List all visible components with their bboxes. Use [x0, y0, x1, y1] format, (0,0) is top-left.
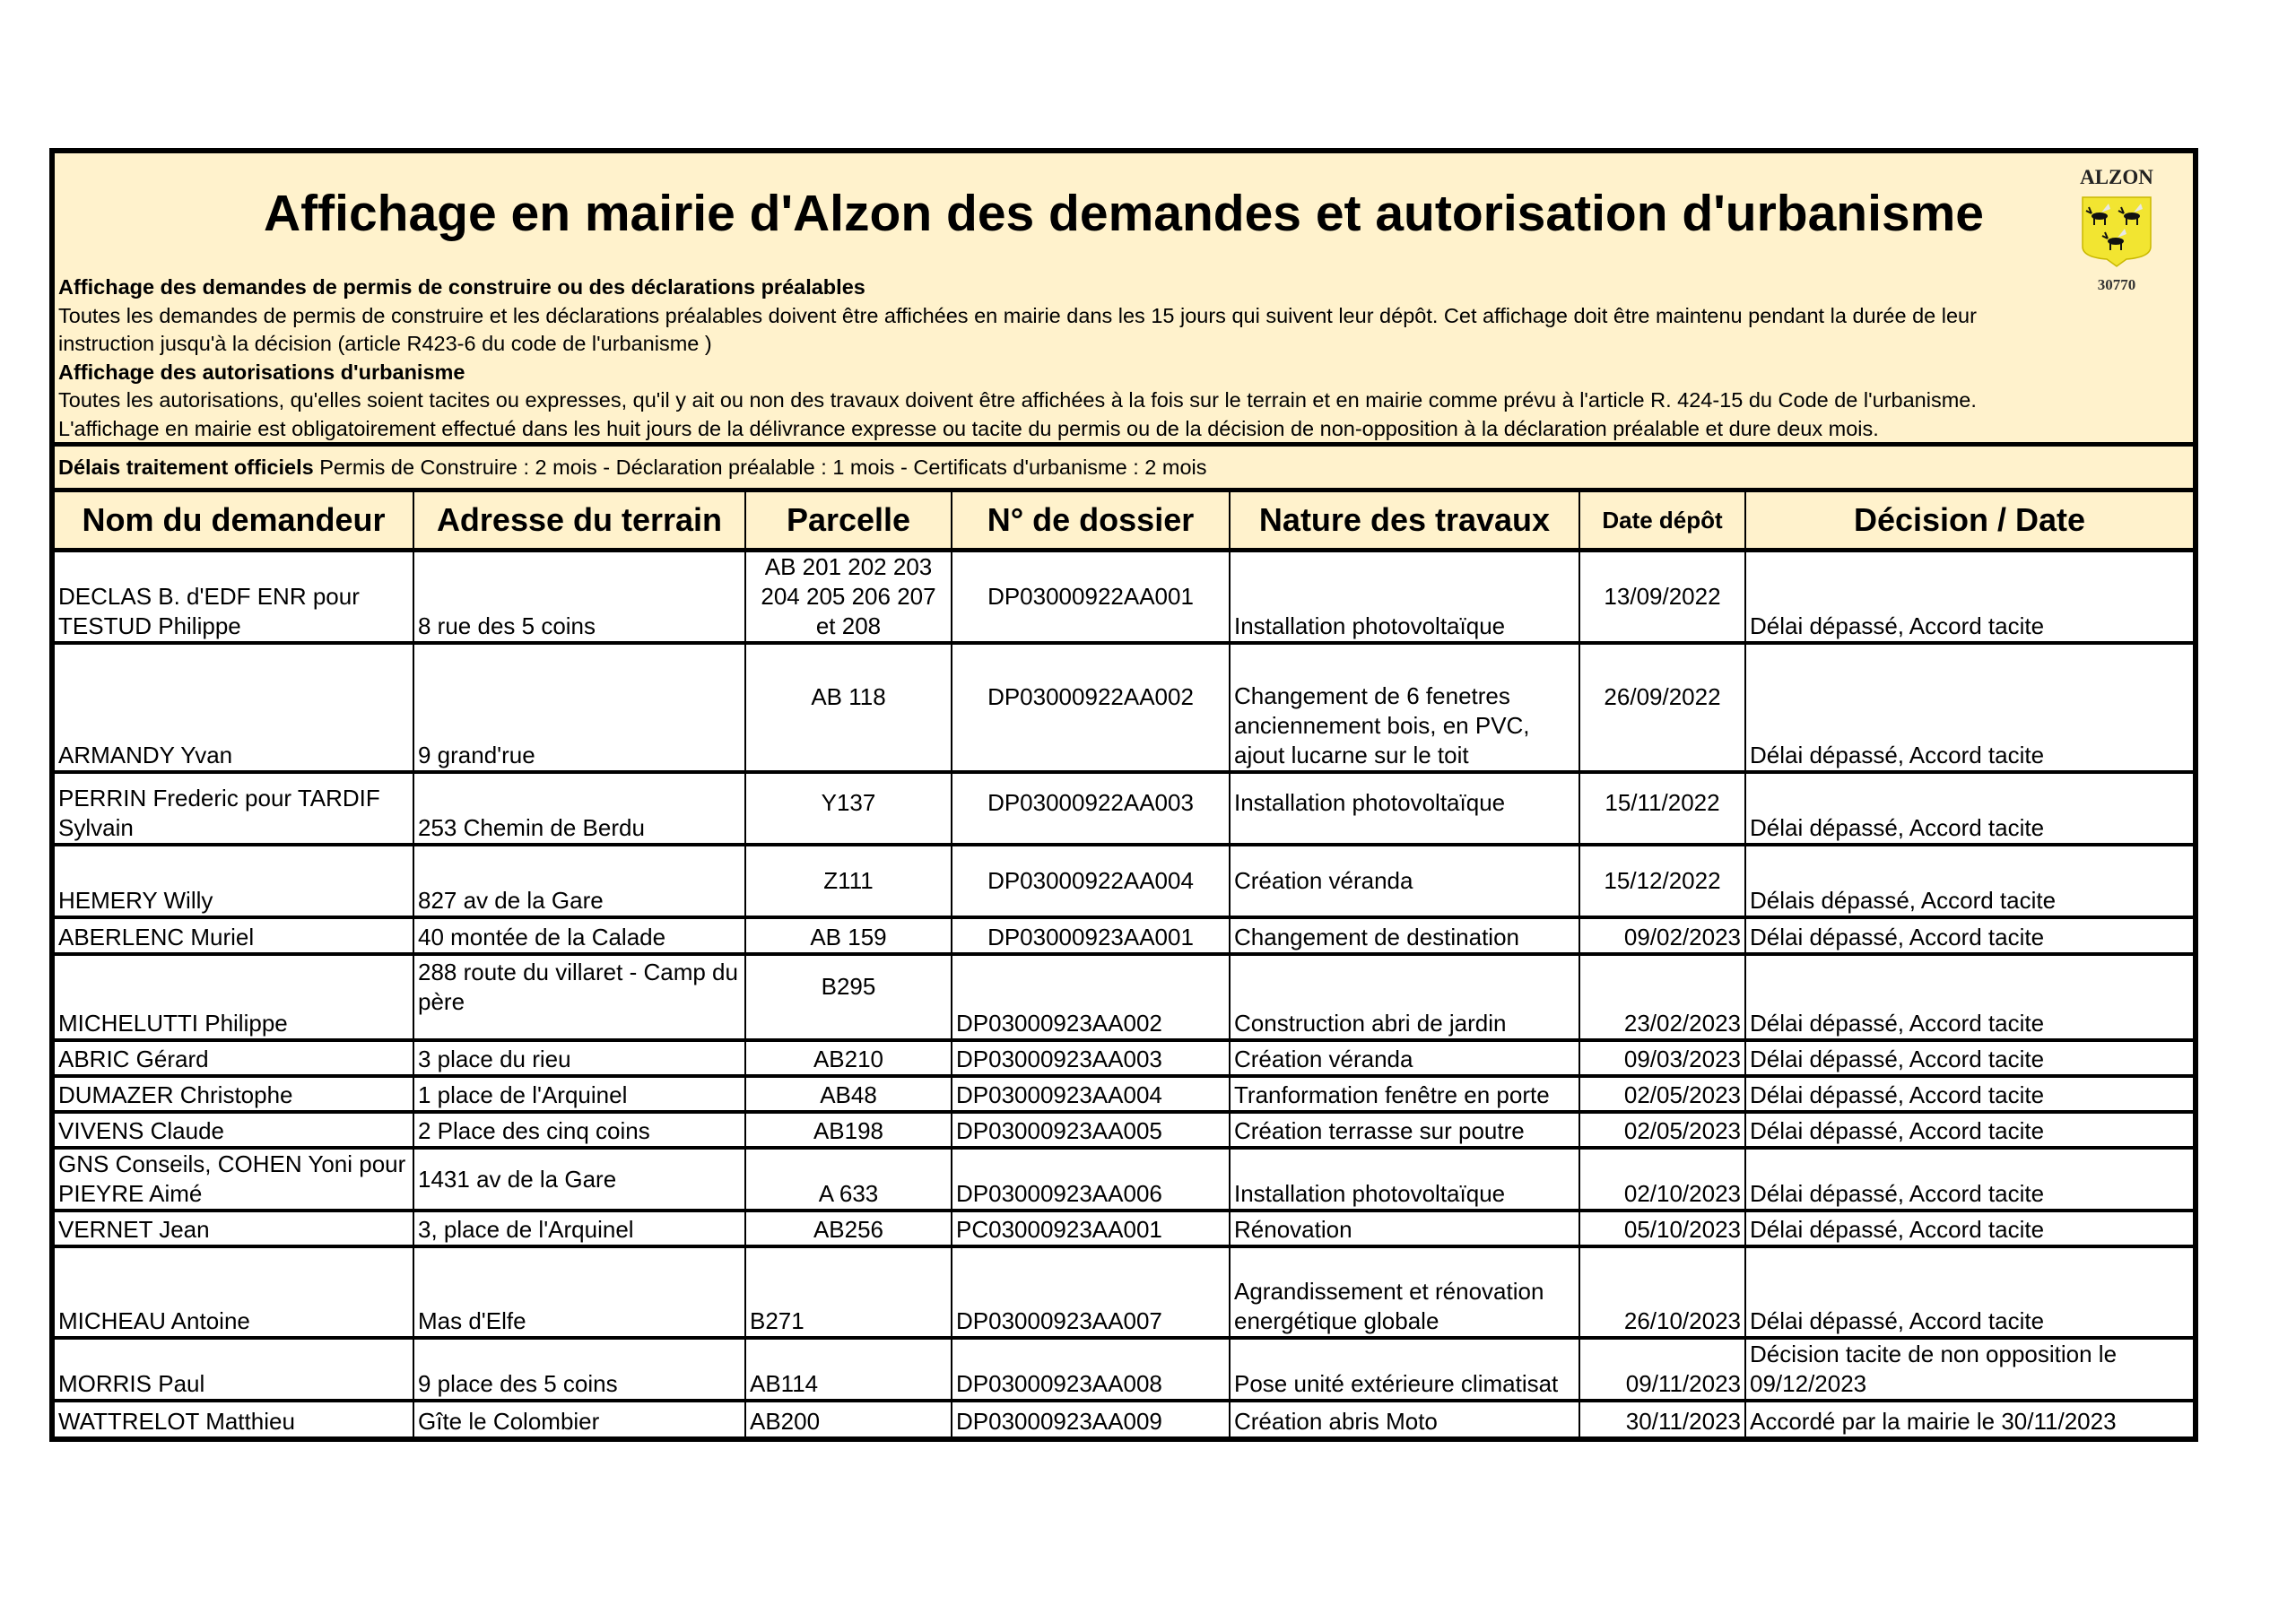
- cell-decision: Délais dépassé, Accord tacite: [1745, 845, 2193, 917]
- table-row: [55, 551, 2193, 644]
- cell-file-number: DP03000923AA003: [952, 1040, 1230, 1076]
- cell-file-number: DP03000922AA002: [952, 643, 1230, 772]
- cell-name: MICHELUTTI Philippe: [55, 954, 413, 1040]
- cell-address: 288 route du villaret - Camp du père: [413, 954, 745, 1040]
- cell-date: 02/05/2023: [1579, 1076, 1745, 1112]
- notice-header: [55, 153, 2193, 447]
- cell-parcel: AB 118: [745, 643, 952, 772]
- cell-date: 26/09/2022: [1579, 643, 1745, 772]
- cell-works: Création terrasse sur poutre: [1230, 1112, 1579, 1148]
- applications-table: [55, 492, 2193, 1436]
- cell-file-number: PC03000923AA001: [952, 1211, 1230, 1246]
- table-row: [55, 1211, 2193, 1246]
- cell-date: 09/02/2023: [1579, 917, 1745, 954]
- cell-name: DECLAS B. d'EDF ENR pour TESTUD Philippe: [55, 551, 413, 644]
- section-heading-demandes: Affichage des demandes de permis de construire ou des déclarations préalables: [58, 275, 865, 299]
- cell-name: DUMAZER Christophe: [55, 1076, 413, 1112]
- cell-works: Changement de destination: [1230, 917, 1579, 954]
- cell-parcel: Z111: [745, 845, 952, 917]
- table-row: [55, 917, 2193, 954]
- cell-address: 9 grand'rue: [413, 643, 745, 772]
- cell-address: 3 place du rieu: [413, 1040, 745, 1076]
- cell-date: 26/10/2023: [1579, 1246, 1745, 1338]
- cell-name: VERNET Jean: [55, 1211, 413, 1246]
- cell-name: GNS Conseils, COHEN Yoni pour PIEYRE Aimé: [55, 1148, 413, 1211]
- cell-decision: Délai dépassé, Accord tacite: [1745, 1112, 2193, 1148]
- cell-address: 40 montée de la Calade: [413, 917, 745, 954]
- cell-date: 09/03/2023: [1579, 1040, 1745, 1076]
- coat-of-arms-icon: [2080, 195, 2153, 268]
- cell-name: ABRIC Gérard: [55, 1040, 413, 1076]
- cell-decision: Délai dépassé, Accord tacite: [1745, 1040, 2193, 1076]
- cell-works: Construction abri de jardin: [1230, 954, 1579, 1040]
- column-header-parcel: Parcelle: [745, 492, 952, 551]
- cell-name: ARMANDY Yvan: [55, 643, 413, 772]
- table-row: [55, 954, 2193, 1040]
- cell-address: 827 av de la Gare: [413, 845, 745, 917]
- cell-date: 09/11/2023: [1579, 1338, 1745, 1401]
- table-row: [55, 1246, 2193, 1338]
- cell-file-number: DP03000923AA006: [952, 1148, 1230, 1211]
- cell-file-number: DP03000923AA007: [952, 1246, 1230, 1338]
- cell-parcel: AB48: [745, 1076, 952, 1112]
- table-row: [55, 845, 2193, 917]
- cell-file-number: DP03000923AA009: [952, 1401, 1230, 1436]
- cell-name: HEMERY Willy: [55, 845, 413, 917]
- cell-name: VIVENS Claude: [55, 1112, 413, 1148]
- cell-decision: Délai dépassé, Accord tacite: [1745, 1246, 2193, 1338]
- cell-works: Tranformation fenêtre en porte: [1230, 1076, 1579, 1112]
- cell-date: 02/10/2023: [1579, 1148, 1745, 1211]
- cell-parcel: AB198: [745, 1112, 952, 1148]
- table-header-row: [55, 492, 2193, 551]
- cell-name: PERRIN Frederic pour TARDIF Sylvain: [55, 772, 413, 845]
- cell-decision: Délai dépassé, Accord tacite: [1745, 551, 2193, 644]
- cell-parcel: B271: [745, 1246, 952, 1338]
- cell-works: Installation photovoltaïque: [1230, 1148, 1579, 1211]
- section-heading-autorisations: Affichage des autorisations d'urbanisme: [58, 360, 465, 384]
- cell-decision: Délai dépassé, Accord tacite: [1745, 1211, 2193, 1246]
- cell-works: Changement de 6 fenetres anciennement bois, en PVC, ajout lucarne sur le toit: [1230, 643, 1579, 772]
- cell-address: Gîte le Colombier: [413, 1401, 745, 1436]
- cell-date: 02/05/2023: [1579, 1112, 1745, 1148]
- section-text-autorisations-line2: L'affichage en mairie est obligatoirement effectué dans les huit jours de la délivrance expresse ou tacite du permis ou de la décision de non-opposition à la déclaration préalable et dure deux mois.: [58, 416, 1879, 440]
- cell-decision: Délai dépassé, Accord tacite: [1745, 772, 2193, 845]
- cell-decision: Décision tacite de non opposition le 09/12/2023: [1745, 1338, 2193, 1401]
- section-text-autorisations-line1: Toutes les autorisations, qu'elles soient tacites ou expresses, qu'il y ait ou non des travaux doivent être affichées à la fois sur le terrain et en mairie comme prévu à l'article R. 424-15 du Code de l'urbanisme.: [58, 388, 1977, 412]
- cell-decision: Délai dépassé, Accord tacite: [1745, 1076, 2193, 1112]
- cell-address: 1 place de l'Arquinel: [413, 1076, 745, 1112]
- cell-date: 05/10/2023: [1579, 1211, 1745, 1246]
- cell-parcel: AB256: [745, 1211, 952, 1246]
- cell-file-number: DP03000922AA004: [952, 845, 1230, 917]
- cell-parcel: A 633: [745, 1148, 952, 1211]
- cell-address: 1431 av de la Gare: [413, 1148, 745, 1211]
- cell-date: 15/12/2022: [1579, 845, 1745, 917]
- cell-parcel: AB 201 202 203 204 205 206 207 et 208: [745, 551, 952, 644]
- cell-address: 3, place de l'Arquinel: [413, 1211, 745, 1246]
- processing-delays: [55, 447, 2193, 492]
- cell-address: 253 Chemin de Berdu: [413, 772, 745, 845]
- section-text-demandes-line1: Toutes les demandes de permis de construire et les déclarations préalables doivent être affichées en mairie dans les 15 jours qui suivent leur dépôt. Cet affichage doit être maintenu pendant la durée de leur: [58, 303, 1977, 327]
- cell-parcel: Y137: [745, 772, 952, 845]
- table-row: [55, 1076, 2193, 1112]
- delays-label: Délais traitement officiels: [58, 456, 314, 479]
- cell-name: ABERLENC Muriel: [55, 917, 413, 954]
- cell-parcel: AB210: [745, 1040, 952, 1076]
- cell-file-number: DP03000923AA001: [952, 917, 1230, 954]
- table-row: [55, 1112, 2193, 1148]
- cell-parcel: AB 159: [745, 917, 952, 954]
- cell-name: MORRIS Paul: [55, 1338, 413, 1401]
- cell-address: 2 Place des cinq coins: [413, 1112, 745, 1148]
- cell-parcel: AB200: [745, 1401, 952, 1436]
- cell-decision: Délai dépassé, Accord tacite: [1745, 1148, 2193, 1211]
- cell-file-number: DP03000923AA002: [952, 954, 1230, 1040]
- table-row: [55, 1148, 2193, 1211]
- cell-decision: Délai dépassé, Accord tacite: [1745, 954, 2193, 1040]
- table-row: [55, 772, 2193, 845]
- column-header-file-number: N° de dossier: [952, 492, 1230, 551]
- logo-town-name: ALZON: [2080, 166, 2153, 188]
- cell-date: 13/09/2022: [1579, 551, 1745, 644]
- urbanism-notice-sheet: [49, 148, 2198, 1442]
- cell-decision: Accordé par la mairie le 30/11/2023: [1745, 1401, 2193, 1436]
- cell-parcel: B295: [745, 954, 952, 1040]
- column-header-address: Adresse du terrain: [413, 492, 745, 551]
- cell-works: Création véranda: [1230, 1040, 1579, 1076]
- table-row: [55, 1401, 2193, 1436]
- cell-works: Rénovation: [1230, 1211, 1579, 1246]
- cell-address: 9 place des 5 coins: [413, 1338, 745, 1401]
- cell-file-number: DP03000922AA001: [952, 551, 1230, 644]
- cell-file-number: DP03000922AA003: [952, 772, 1230, 845]
- cell-address: 8 rue des 5 coins: [413, 551, 745, 644]
- table-row: [55, 1338, 2193, 1401]
- cell-name: WATTRELOT Matthieu: [55, 1401, 413, 1436]
- cell-date: 23/02/2023: [1579, 954, 1745, 1040]
- notice-text: [58, 273, 2184, 443]
- column-header-decision: Décision / Date: [1745, 492, 2193, 551]
- table-row: [55, 643, 2193, 772]
- page-title: Affichage en mairie d'Alzon des demandes et autorisation d'urbanisme: [263, 185, 1985, 242]
- cell-address: Mas d'Elfe: [413, 1246, 745, 1338]
- cell-works: Création abris Moto: [1230, 1401, 1579, 1436]
- delays-text: Permis de Construire : 2 mois - Déclaration préalable : 1 mois - Certificats d'urbanisme : 2 mois: [313, 456, 1207, 479]
- column-header-works: Nature des travaux: [1230, 492, 1579, 551]
- cell-works: Pose unité extérieure climatisat: [1230, 1338, 1579, 1401]
- cell-file-number: DP03000923AA008: [952, 1338, 1230, 1401]
- cell-parcel: AB114: [745, 1338, 952, 1401]
- section-text-demandes-line2: instruction jusqu'à la décision (article R423-6 du code de l'urbanisme ): [58, 332, 712, 355]
- cell-works: Création véranda: [1230, 845, 1579, 917]
- cell-file-number: DP03000923AA004: [952, 1076, 1230, 1112]
- column-header-date: Date dépôt: [1579, 492, 1745, 551]
- cell-date: 15/11/2022: [1579, 772, 1745, 845]
- table-row: [55, 1040, 2193, 1076]
- cell-decision: Délai dépassé, Accord tacite: [1745, 917, 2193, 954]
- cell-file-number: DP03000923AA005: [952, 1112, 1230, 1148]
- cell-works: Installation photovoltaïque: [1230, 772, 1579, 845]
- logo-postal-code: 30770: [2097, 276, 2136, 293]
- cell-works: Installation photovoltaïque: [1230, 551, 1579, 644]
- column-header-name: Nom du demandeur: [55, 492, 413, 551]
- cell-date: 30/11/2023: [1579, 1401, 1745, 1436]
- cell-name: MICHEAU Antoine: [55, 1246, 413, 1338]
- cell-works: Agrandissement et rénovation energétique globale: [1230, 1246, 1579, 1338]
- cell-decision: Délai dépassé, Accord tacite: [1745, 643, 2193, 772]
